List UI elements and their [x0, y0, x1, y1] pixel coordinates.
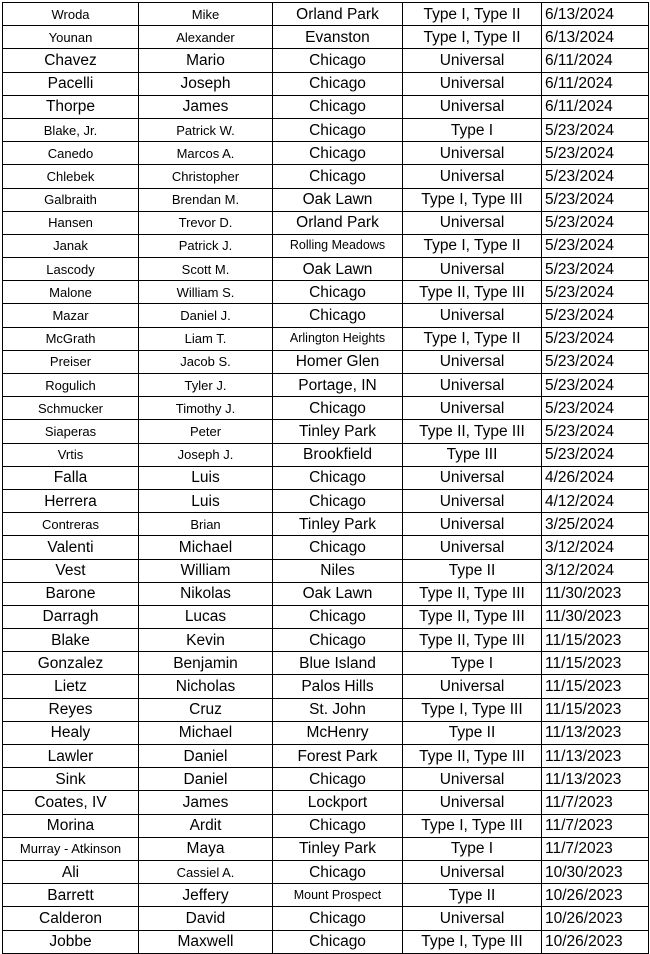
last-name-cell: Thorpe: [3, 95, 139, 118]
last-name-cell: Vrtis: [3, 443, 139, 466]
city-cell: Chicago: [273, 95, 403, 118]
table-row: [3, 605, 649, 628]
last-name-cell: Blake: [3, 629, 139, 652]
last-name-cell: McGrath: [3, 327, 139, 350]
city-cell: Tinley Park: [273, 420, 403, 443]
last-name-cell: Valenti: [3, 536, 139, 559]
first-name-cell: Daniel J.: [139, 304, 273, 327]
date-cell: 11/13/2023: [542, 745, 649, 768]
table-row: [3, 930, 649, 953]
city-cell: Chicago: [273, 466, 403, 489]
last-name-cell: Murray - Atkinson: [3, 837, 139, 860]
city-cell: Chicago: [273, 629, 403, 652]
first-name-cell: Christopher: [139, 165, 273, 188]
certification-type-cell: Type I, Type III: [403, 930, 542, 953]
last-name-cell: Barone: [3, 582, 139, 605]
certification-type-cell: Universal: [403, 466, 542, 489]
certification-type-cell: Universal: [403, 72, 542, 95]
last-name-cell: Canedo: [3, 142, 139, 165]
first-name-cell: Michael: [139, 536, 273, 559]
city-cell: Oak Lawn: [273, 582, 403, 605]
certification-type-cell: Type II, Type III: [403, 281, 542, 304]
table-row: [3, 95, 649, 118]
certification-type-cell: Type I, Type II: [403, 26, 542, 49]
city-cell: Chicago: [273, 49, 403, 72]
date-cell: 11/30/2023: [542, 582, 649, 605]
first-name-cell: Joseph J.: [139, 443, 273, 466]
city-cell: Chicago: [273, 489, 403, 512]
date-cell: 10/30/2023: [542, 860, 649, 883]
table-row: [3, 791, 649, 814]
date-cell: 5/23/2024: [542, 142, 649, 165]
date-cell: 5/23/2024: [542, 118, 649, 141]
first-name-cell: William: [139, 559, 273, 582]
date-cell: 11/15/2023: [542, 652, 649, 675]
date-cell: 5/23/2024: [542, 420, 649, 443]
date-cell: 11/13/2023: [542, 768, 649, 791]
table-row: [3, 234, 649, 257]
date-cell: 6/13/2024: [542, 3, 649, 26]
certification-type-cell: Type I, Type III: [403, 814, 542, 837]
first-name-cell: Daniel: [139, 768, 273, 791]
date-cell: 5/23/2024: [542, 281, 649, 304]
last-name-cell: Wroda: [3, 3, 139, 26]
certification-type-cell: Universal: [403, 791, 542, 814]
city-cell: Chicago: [273, 860, 403, 883]
last-name-cell: Chlebek: [3, 165, 139, 188]
date-cell: 5/23/2024: [542, 304, 649, 327]
table-row: [3, 72, 649, 95]
date-cell: 5/23/2024: [542, 258, 649, 281]
city-cell: Chicago: [273, 930, 403, 953]
first-name-cell: Michael: [139, 721, 273, 744]
last-name-cell: Younan: [3, 26, 139, 49]
certification-type-cell: Universal: [403, 907, 542, 930]
table-row: [3, 768, 649, 791]
city-cell: Chicago: [273, 281, 403, 304]
city-cell: Homer Glen: [273, 350, 403, 373]
first-name-cell: Cassiel A.: [139, 860, 273, 883]
table-row: [3, 582, 649, 605]
date-cell: 5/23/2024: [542, 234, 649, 257]
last-name-cell: Lawler: [3, 745, 139, 768]
first-name-cell: Mike: [139, 3, 273, 26]
city-cell: Lockport: [273, 791, 403, 814]
table-row: [3, 675, 649, 698]
city-cell: Chicago: [273, 907, 403, 930]
certification-type-cell: Universal: [403, 350, 542, 373]
certification-type-cell: Type II, Type III: [403, 420, 542, 443]
city-cell: Chicago: [273, 304, 403, 327]
date-cell: 11/13/2023: [542, 721, 649, 744]
date-cell: 4/12/2024: [542, 489, 649, 512]
table-row: [3, 814, 649, 837]
city-cell: St. John: [273, 698, 403, 721]
date-cell: 3/12/2024: [542, 536, 649, 559]
first-name-cell: Maya: [139, 837, 273, 860]
city-cell: Chicago: [273, 72, 403, 95]
date-cell: 11/30/2023: [542, 605, 649, 628]
first-name-cell: Benjamin: [139, 652, 273, 675]
date-cell: 6/11/2024: [542, 49, 649, 72]
first-name-cell: Kevin: [139, 629, 273, 652]
table-row: [3, 374, 649, 397]
first-name-cell: Brendan M.: [139, 188, 273, 211]
first-name-cell: Luis: [139, 489, 273, 512]
last-name-cell: Schmucker: [3, 397, 139, 420]
last-name-cell: Blake, Jr.: [3, 118, 139, 141]
date-cell: 5/23/2024: [542, 350, 649, 373]
first-name-cell: Patrick W.: [139, 118, 273, 141]
table-row: [3, 698, 649, 721]
last-name-cell: Galbraith: [3, 188, 139, 211]
last-name-cell: Jobbe: [3, 930, 139, 953]
first-name-cell: James: [139, 791, 273, 814]
date-cell: 5/23/2024: [542, 327, 649, 350]
first-name-cell: Timothy J.: [139, 397, 273, 420]
last-name-cell: Lietz: [3, 675, 139, 698]
table-row: [3, 652, 649, 675]
certification-type-cell: Universal: [403, 165, 542, 188]
date-cell: 5/23/2024: [542, 443, 649, 466]
last-name-cell: Reyes: [3, 698, 139, 721]
first-name-cell: Daniel: [139, 745, 273, 768]
last-name-cell: Healy: [3, 721, 139, 744]
certification-type-cell: Universal: [403, 211, 542, 234]
certification-type-cell: Universal: [403, 304, 542, 327]
first-name-cell: Nikolas: [139, 582, 273, 605]
city-cell: Chicago: [273, 605, 403, 628]
date-cell: 6/13/2024: [542, 26, 649, 49]
first-name-cell: Trevor D.: [139, 211, 273, 234]
city-cell: Chicago: [273, 536, 403, 559]
table-row: [3, 420, 649, 443]
certification-type-cell: Type I, Type II: [403, 327, 542, 350]
certification-type-cell: Type II, Type III: [403, 745, 542, 768]
first-name-cell: Joseph: [139, 72, 273, 95]
last-name-cell: Mazar: [3, 304, 139, 327]
first-name-cell: Marcos A.: [139, 142, 273, 165]
first-name-cell: Lucas: [139, 605, 273, 628]
certification-type-cell: Universal: [403, 536, 542, 559]
certification-type-cell: Type I, Type III: [403, 698, 542, 721]
last-name-cell: Darragh: [3, 605, 139, 628]
table-row: [3, 443, 649, 466]
certification-type-cell: Type I, Type III: [403, 188, 542, 211]
date-cell: 5/23/2024: [542, 397, 649, 420]
last-name-cell: Contreras: [3, 513, 139, 536]
first-name-cell: Patrick J.: [139, 234, 273, 257]
date-cell: 6/11/2024: [542, 95, 649, 118]
first-name-cell: Jacob S.: [139, 350, 273, 373]
city-cell: Oak Lawn: [273, 188, 403, 211]
certification-type-cell: Universal: [403, 142, 542, 165]
date-cell: 10/26/2023: [542, 884, 649, 907]
city-cell: Blue Island: [273, 652, 403, 675]
table-row: [3, 26, 649, 49]
city-cell: Chicago: [273, 397, 403, 420]
table-row: [3, 837, 649, 860]
table-row: [3, 489, 649, 512]
first-name-cell: Jeffery: [139, 884, 273, 907]
table-row: [3, 327, 649, 350]
table-row: [3, 3, 649, 26]
first-name-cell: Alexander: [139, 26, 273, 49]
last-name-cell: Siaperas: [3, 420, 139, 443]
city-cell: Chicago: [273, 165, 403, 188]
first-name-cell: Peter: [139, 420, 273, 443]
city-cell: Chicago: [273, 118, 403, 141]
last-name-cell: Janak: [3, 234, 139, 257]
city-cell: Chicago: [273, 142, 403, 165]
table-row: [3, 884, 649, 907]
certification-type-cell: Type II, Type III: [403, 629, 542, 652]
date-cell: 5/23/2024: [542, 374, 649, 397]
certification-type-cell: Universal: [403, 768, 542, 791]
first-name-cell: David: [139, 907, 273, 930]
certification-type-cell: Type II: [403, 884, 542, 907]
date-cell: 11/7/2023: [542, 814, 649, 837]
certification-type-cell: Universal: [403, 489, 542, 512]
first-name-cell: Maxwell: [139, 930, 273, 953]
table-row: [3, 907, 649, 930]
city-cell: Rolling Meadows: [273, 234, 403, 257]
last-name-cell: Chavez: [3, 49, 139, 72]
certification-type-cell: Universal: [403, 374, 542, 397]
city-cell: Tinley Park: [273, 513, 403, 536]
first-name-cell: Tyler J.: [139, 374, 273, 397]
table-row: [3, 281, 649, 304]
city-cell: Palos Hills: [273, 675, 403, 698]
date-cell: 3/12/2024: [542, 559, 649, 582]
last-name-cell: Calderon: [3, 907, 139, 930]
city-cell: Brookfield: [273, 443, 403, 466]
table-row: [3, 142, 649, 165]
last-name-cell: Lascody: [3, 258, 139, 281]
last-name-cell: Coates, IV: [3, 791, 139, 814]
table-row: [3, 513, 649, 536]
last-name-cell: Preiser: [3, 350, 139, 373]
first-name-cell: Mario: [139, 49, 273, 72]
table-row: [3, 258, 649, 281]
certification-type-cell: Universal: [403, 513, 542, 536]
date-cell: 11/15/2023: [542, 629, 649, 652]
certification-type-cell: Type II: [403, 559, 542, 582]
date-cell: 6/11/2024: [542, 72, 649, 95]
table-row: [3, 304, 649, 327]
last-name-cell: Falla: [3, 466, 139, 489]
certification-type-cell: Type II, Type III: [403, 582, 542, 605]
table-row: [3, 118, 649, 141]
certification-type-cell: Type I: [403, 118, 542, 141]
table-row: [3, 211, 649, 234]
first-name-cell: Brian: [139, 513, 273, 536]
certification-type-cell: Universal: [403, 95, 542, 118]
certification-type-cell: Universal: [403, 675, 542, 698]
certification-type-cell: Type II: [403, 721, 542, 744]
table-row: [3, 860, 649, 883]
city-cell: Orland Park: [273, 3, 403, 26]
first-name-cell: Ardit: [139, 814, 273, 837]
first-name-cell: Cruz: [139, 698, 273, 721]
certification-type-cell: Type I, Type II: [403, 3, 542, 26]
last-name-cell: Rogulich: [3, 374, 139, 397]
city-cell: Chicago: [273, 768, 403, 791]
table-row: [3, 559, 649, 582]
certification-type-cell: Type I, Type II: [403, 234, 542, 257]
last-name-cell: Hansen: [3, 211, 139, 234]
last-name-cell: Vest: [3, 559, 139, 582]
table-row: [3, 536, 649, 559]
certification-type-cell: Type I: [403, 837, 542, 860]
date-cell: 11/15/2023: [542, 698, 649, 721]
last-name-cell: Herrera: [3, 489, 139, 512]
date-cell: 10/26/2023: [542, 907, 649, 930]
city-cell: Arlington Heights: [273, 327, 403, 350]
date-cell: 10/26/2023: [542, 930, 649, 953]
last-name-cell: Malone: [3, 281, 139, 304]
certification-type-cell: Universal: [403, 49, 542, 72]
city-cell: Tinley Park: [273, 837, 403, 860]
first-name-cell: William S.: [139, 281, 273, 304]
city-cell: Niles: [273, 559, 403, 582]
table-row: [3, 188, 649, 211]
certification-type-cell: Type III: [403, 443, 542, 466]
table-row: [3, 397, 649, 420]
last-name-cell: Pacelli: [3, 72, 139, 95]
table-row: [3, 629, 649, 652]
table-row: [3, 165, 649, 188]
city-cell: Chicago: [273, 814, 403, 837]
last-name-cell: Gonzalez: [3, 652, 139, 675]
city-cell: Forest Park: [273, 745, 403, 768]
date-cell: 3/25/2024: [542, 513, 649, 536]
table-body: [3, 3, 649, 954]
city-cell: Mount Prospect: [273, 884, 403, 907]
first-name-cell: Luis: [139, 466, 273, 489]
certification-type-cell: Universal: [403, 258, 542, 281]
date-cell: 11/15/2023: [542, 675, 649, 698]
last-name-cell: Morina: [3, 814, 139, 837]
city-cell: Evanston: [273, 26, 403, 49]
last-name-cell: Sink: [3, 768, 139, 791]
date-cell: 4/26/2024: [542, 466, 649, 489]
table-row: [3, 745, 649, 768]
first-name-cell: Liam T.: [139, 327, 273, 350]
date-cell: 5/23/2024: [542, 165, 649, 188]
city-cell: McHenry: [273, 721, 403, 744]
city-cell: Oak Lawn: [273, 258, 403, 281]
first-name-cell: James: [139, 95, 273, 118]
table-row: [3, 466, 649, 489]
date-cell: 11/7/2023: [542, 791, 649, 814]
table-row: [3, 721, 649, 744]
certification-table: [2, 2, 649, 954]
certification-type-cell: Universal: [403, 860, 542, 883]
first-name-cell: Nicholas: [139, 675, 273, 698]
city-cell: Portage, IN: [273, 374, 403, 397]
last-name-cell: Ali: [3, 860, 139, 883]
table-row: [3, 49, 649, 72]
date-cell: 5/23/2024: [542, 188, 649, 211]
city-cell: Orland Park: [273, 211, 403, 234]
certification-type-cell: Type II, Type III: [403, 605, 542, 628]
date-cell: 5/23/2024: [542, 211, 649, 234]
first-name-cell: Scott M.: [139, 258, 273, 281]
certification-type-cell: Universal: [403, 397, 542, 420]
date-cell: 11/7/2023: [542, 837, 649, 860]
table-row: [3, 350, 649, 373]
certification-type-cell: Type I: [403, 652, 542, 675]
last-name-cell: Barrett: [3, 884, 139, 907]
